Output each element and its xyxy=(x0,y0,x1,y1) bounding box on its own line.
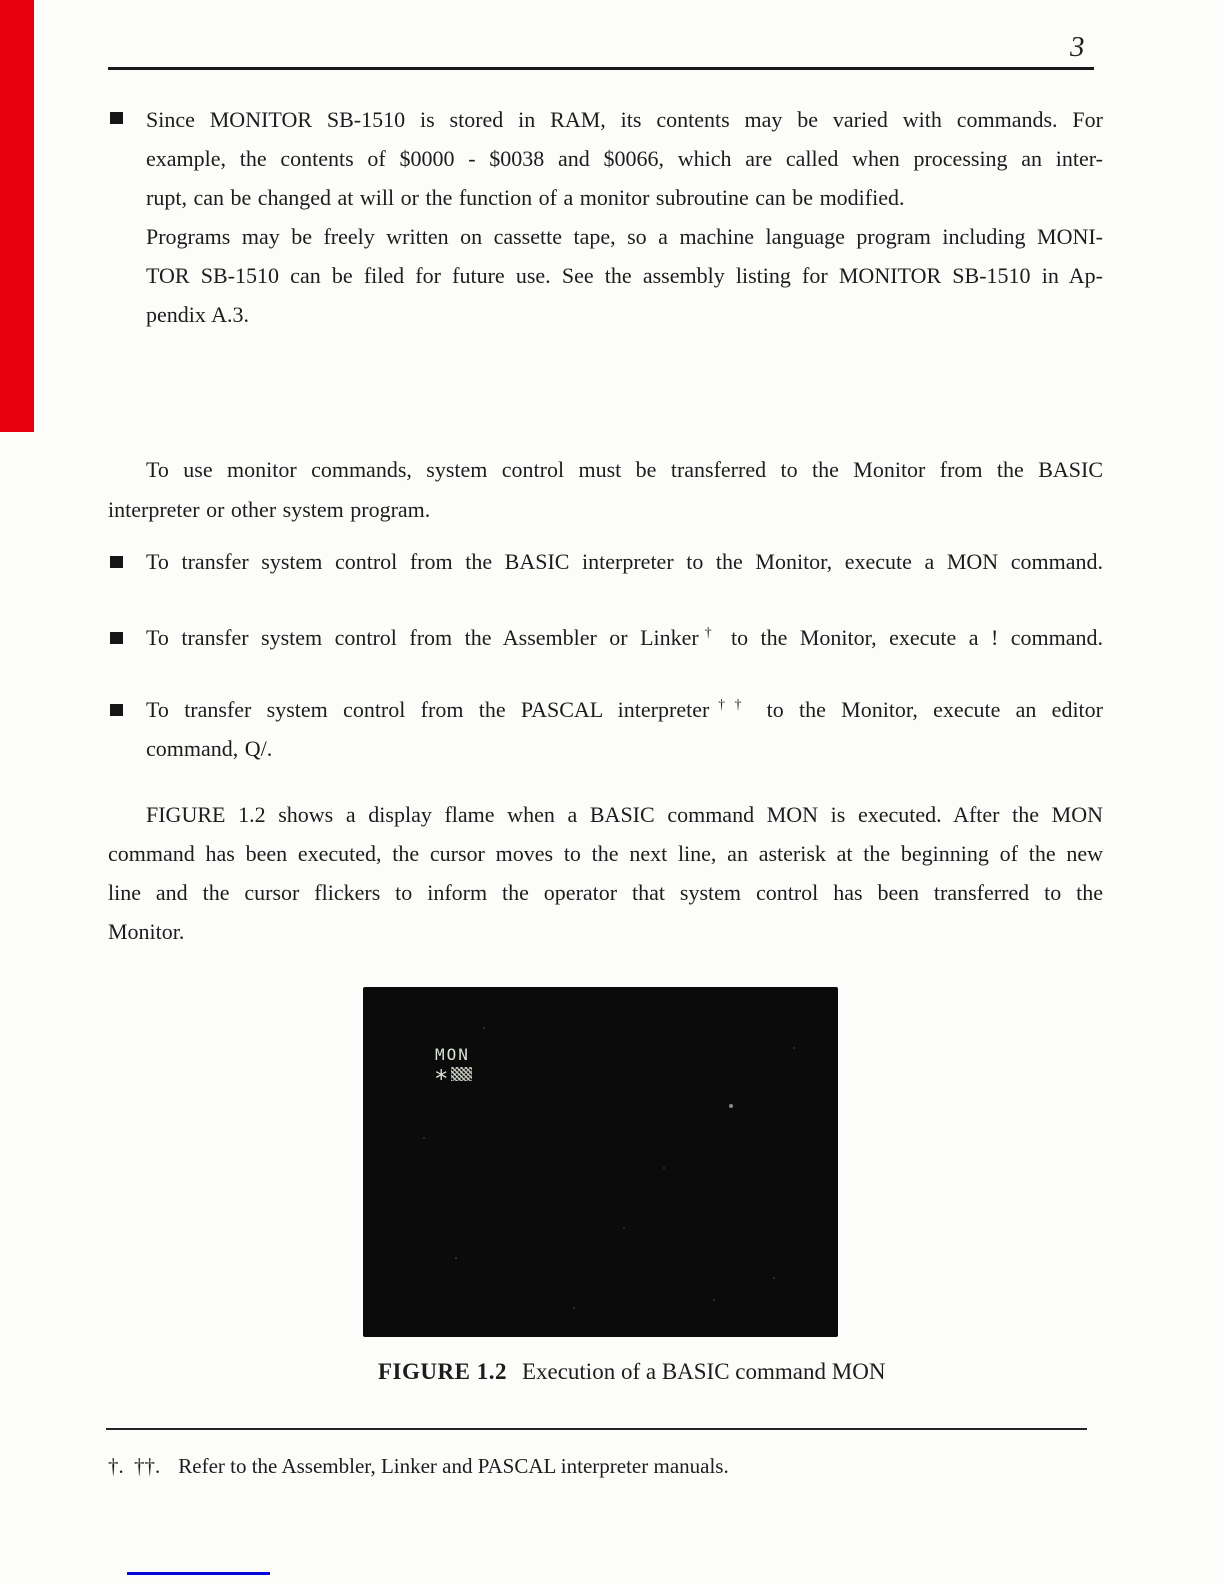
text-line: Monitor. xyxy=(108,919,185,944)
paragraph-figure-description xyxy=(108,795,1103,951)
text-line: To use monitor commands, system control must be transferred to the Monitor from the BASIC xyxy=(146,457,1103,482)
footnote-text: Refer to the Assembler, Linker and PASCAL interpreter manuals. xyxy=(178,1454,729,1478)
footnote xyxy=(108,1450,729,1482)
text-line: Programs may be freely written on cassette tape, so a machine language program including MONI- xyxy=(146,224,1103,249)
bullet-square-icon xyxy=(110,632,123,644)
text-line xyxy=(146,690,1103,729)
text-line: example, the contents of $0000 - $0038 and $0066, which are called when processing an inter- xyxy=(146,146,1103,171)
text-line: rupt, can be changed at will or the function of a monitor subroutine can be modified. xyxy=(146,185,905,210)
footnote-rule xyxy=(106,1428,1087,1430)
text-segment: to the Monitor, execute an editor xyxy=(751,697,1103,722)
bullet-item-assembler-linker xyxy=(146,618,1103,657)
text-line: interpreter or other system program. xyxy=(108,497,431,522)
paragraph-transfer-intro xyxy=(108,450,1103,530)
bullet-square-icon xyxy=(110,112,123,124)
bullet-item-pascal-editor xyxy=(146,690,1103,768)
text-line xyxy=(146,618,1103,657)
text-segment: To transfer system control from the Assembler or Linker xyxy=(146,625,699,650)
screen-command-text: MON xyxy=(435,1045,470,1064)
crt-screen-figure xyxy=(363,987,838,1337)
bullet-item-basic-mon xyxy=(146,542,1103,581)
text-line: line and the cursor flickers to inform the operator that system control has been transferred to the xyxy=(108,880,1103,905)
text-line: Since MONITOR SB-1510 is stored in RAM, its contents may be varied with commands. For xyxy=(146,107,1103,132)
bullet-square-icon xyxy=(110,704,123,716)
scan-noise-specks xyxy=(363,987,365,989)
text-line: To transfer system control from the BASIC interpreter to the Monitor, execute a MON command. xyxy=(146,549,1103,574)
flickering-cursor-block xyxy=(451,1067,472,1081)
red-binding-strip xyxy=(0,0,34,432)
double-dagger-footnote-ref: †† xyxy=(709,696,752,712)
text-line: FIGURE 1.2 shows a display flame when a BASIC command MON is executed. After the MON xyxy=(146,802,1103,827)
text-line: pendix A.3. xyxy=(146,302,250,327)
page-number: 3 xyxy=(1070,31,1085,63)
text-line: command, Q/. xyxy=(146,736,273,761)
bottom-blue-underline xyxy=(127,1572,270,1575)
header-rule xyxy=(108,67,1094,70)
figure-caption xyxy=(378,1352,885,1391)
text-segment: to the Monitor, execute a ! command. xyxy=(718,625,1103,650)
asterisk-prompt: * xyxy=(434,1064,449,1093)
figure-caption-text: Execution of a BASIC command MON xyxy=(521,1359,886,1384)
figure-caption-label: FIGURE 1.2 xyxy=(378,1359,507,1384)
bullet-item-monitor-ram xyxy=(146,100,1103,334)
text-line: TOR SB-1510 can be filed for future use. See the assembly listing for MONITOR SB-1510 in Ap- xyxy=(146,263,1103,288)
dagger-footnote-ref: † xyxy=(698,624,719,640)
footnote-markers: †. ††. xyxy=(108,1454,161,1478)
text-line: command has been executed, the cursor moves to the next line, an asterisk at the beginning of the new xyxy=(108,841,1103,866)
screen-cursor-line xyxy=(434,1064,472,1093)
text-segment: To transfer system control from the PASCAL interpreter xyxy=(146,697,710,722)
bullet-square-icon xyxy=(110,556,123,568)
